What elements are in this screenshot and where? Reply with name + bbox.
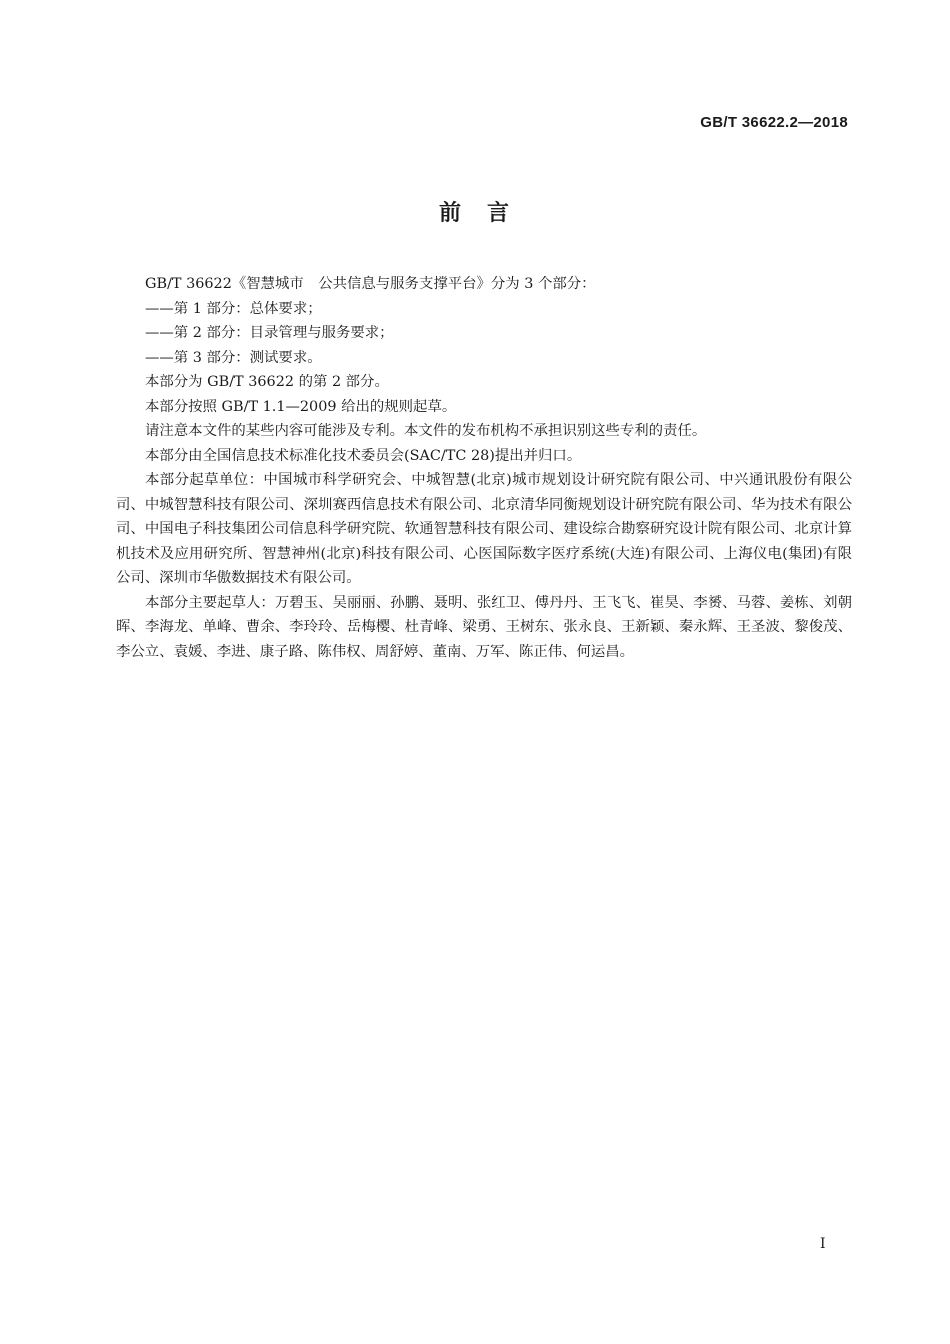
paragraph-intro: GB/T 36622《智慧城市 公共信息与服务支撑平台》分为 3 个部分： — [145, 276, 596, 292]
paragraph-part-1: ——第 1 部分：总体要求； — [145, 300, 322, 317]
page-number: I — [820, 1236, 826, 1252]
paragraph-drafting-rules: 本部分按照 GB/T 1.1—2009 给出的规则起草。 — [145, 398, 457, 415]
paragraph-part-3: ——第 3 部分：测试要求。 — [145, 349, 322, 366]
standard-code: GB/T 36622.2—2018 — [700, 114, 848, 131]
paragraph-drafters: 本部分主要起草人：万碧玉、吴丽丽、孙鹏、聂明、张红卫、傅丹丹、王飞飞、崔昊、李赟、马蓉、姜栋、刘朝晖、李海龙、单峰、曹余、李玲玲、岳梅樱、杜青峰、梁勇、王树东、张永良、王新颖、秦永辉、王圣波、黎俊茂、李公立、袁媛、李进、康子路、陈伟权、周舒婷、董南、万军、陈正伟、何运昌。 — [116, 594, 852, 660]
page-title: 前 言 — [438, 201, 511, 226]
paragraph-this-part: 本部分为 GB/T 36622 的第 2 部分。 — [145, 374, 389, 390]
paragraph-patent-notice: 请注意本文件的某些内容可能涉及专利。本文件的发布机构不承担识别这些专利的责任。 — [145, 423, 707, 439]
paragraph-drafting-units: 本部分起草单位：中国城市科学研究会、中城智慧(北京)城市规划设计研究院有限公司、中兴通讯股份有限公司、中城智慧科技有限公司、深圳赛西信息技术有限公司、北京清华同衡规划设计研究院有限公司、华为技术有限公司、中国电子科技集团公司信息科学研究院、软通智慧科技有限公司、建设综合勘察研究设计院有限公司、北京计算机技术及应用研究所、智慧神州(北京)科技有限公司、心医国际数字医疗系统(大连)有限公司、上海仪电(集团)有限公司、深圳市华傲数据技术有限公司。 — [116, 472, 852, 586]
foreword-body — [116, 272, 852, 664]
paragraph-proposer: 本部分由全国信息技术标准化技术委员会(SAC/TC 28)提出并归口。 — [145, 447, 582, 464]
paragraph-part-2: ——第 2 部分：目录管理与服务要求； — [145, 325, 394, 341]
